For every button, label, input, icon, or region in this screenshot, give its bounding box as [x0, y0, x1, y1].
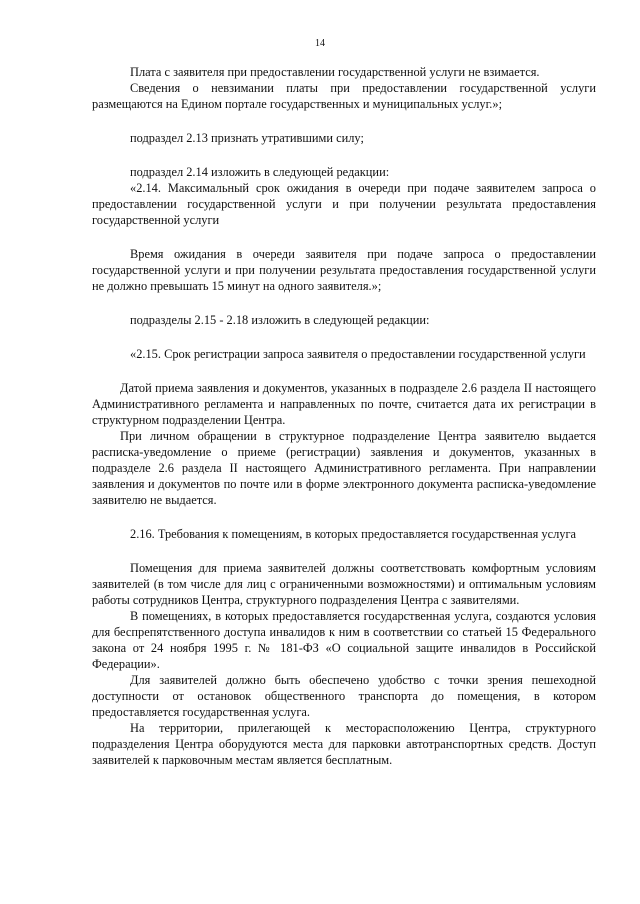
- paragraph: В помещениях, в которых предоставляется государственная услуга, создаются условия для беспрепятственного доступа инвалидов к ним в соответствии со статьей 15 Федерального закона от 24 ноября 1995 г. № 181-ФЗ «О социальной защите инвалидов в Российской Федерации».: [92, 609, 596, 671]
- document-body: [92, 64, 596, 768]
- paragraph: «2.14. Максимальный срок ожидания в очереди при подаче заявителем запроса о предоставлении государственной услуги и при получении результата предоставления государственной услуги: [92, 181, 596, 227]
- paragraph: подраздел 2.14 изложить в следующей редакции:: [130, 165, 390, 179]
- paragraph: Плата с заявителя при предоставлении государственной услуги не взимается.: [130, 65, 540, 79]
- paragraph: При личном обращении в структурное подразделение Центра заявителю выдается расписка-уведомление о приеме (регистрации) заявления и документов, указанных в подразделе 2.6 раздела II настоящего Административного регламента. При направлении заявления и документов по почте или в форме электронного документа расписка-уведомление заявителю не выдается.: [92, 429, 596, 507]
- paragraph: Для заявителей должно быть обеспечено удобство с точки зрения пешеходной доступности от остановок общественного транспорта до помещения, в котором предоставляется государственная услуга.: [92, 673, 596, 719]
- paragraph: Сведения о невзимании платы при предоставлении государственной услуги размещаются на Едином портале государственных и муниципальных услуг.»;: [92, 81, 596, 111]
- paragraph: Помещения для приема заявителей должны соответствовать комфортным условиям заявителей (в том числе для лиц с ограниченными возможностями) и оптимальным условиям работы сотрудников Центра, структурного подразделения Центра с заявителями.: [92, 561, 596, 607]
- paragraph: На территории, прилегающей к месторасположению Центра, структурного подразделения Центра оборудуются места для парковки автотранспортных средств. Доступ заявителей к парковочным местам является бесплатным.: [92, 721, 596, 767]
- page-number: 14: [315, 38, 325, 49]
- section-heading: 2.16. Требования к помещениям, в которых предоставляется государственная услуга: [130, 527, 577, 541]
- paragraph: Время ожидания в очереди заявителя при подаче запроса о предоставлении государственной услуги и при получении результата предоставления государственной услуги не должно превышать 15 минут на одного заявителя.»;: [92, 247, 596, 293]
- section-heading: «2.15. Срок регистрации запроса заявителя о предоставлении государственной услуги: [130, 347, 586, 361]
- paragraph: Датой приема заявления и документов, указанных в подразделе 2.6 раздела II настоящего Административного регламента и направленных по почте, считается дата их регистрации в структурном подразделении Центра.: [92, 381, 596, 427]
- paragraph: подраздел 2.13 признать утратившими силу;: [130, 131, 364, 145]
- paragraph: подразделы 2.15 - 2.18 изложить в следующей редакции:: [130, 313, 430, 327]
